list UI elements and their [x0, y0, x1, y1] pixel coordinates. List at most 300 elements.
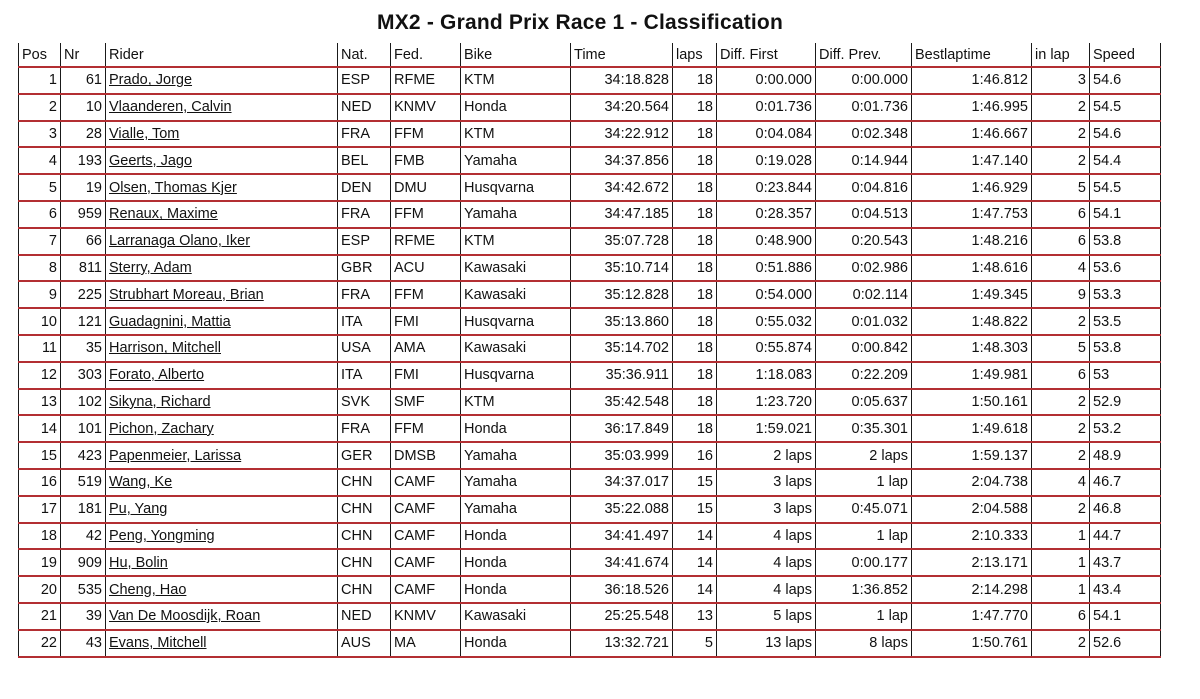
col-header-diff-prev: Diff. Prev. [816, 43, 912, 67]
cell-laps: 18 [673, 255, 717, 282]
cell-bike: KTM [461, 389, 571, 416]
cell-laps: 13 [673, 603, 717, 630]
cell-speed: 54.6 [1090, 67, 1161, 94]
table-row [19, 523, 1161, 550]
cell-diff-first: 0:04.084 [717, 121, 816, 148]
cell-nr: 101 [61, 415, 106, 442]
table-row [19, 121, 1161, 148]
table-row [19, 335, 1161, 362]
cell-rider [106, 576, 338, 603]
cell-rider [106, 94, 338, 121]
cell-diff-first: 3 laps [717, 469, 816, 496]
cell-bike: Honda [461, 523, 571, 550]
cell-time: 35:03.999 [571, 442, 673, 469]
rider-link[interactable]: Wang, Ke [109, 474, 173, 491]
cell-nr: 181 [61, 496, 106, 523]
cell-diff-first: 0:01.736 [717, 94, 816, 121]
cell-pos: 7 [19, 228, 61, 255]
cell-bestlaptime: 1:49.345 [912, 281, 1032, 308]
cell-laps: 18 [673, 415, 717, 442]
cell-rider [106, 630, 338, 657]
cell-speed: 54.5 [1090, 94, 1161, 121]
table-row [19, 362, 1161, 389]
cell-diff-first: 4 laps [717, 549, 816, 576]
cell-rider [106, 549, 338, 576]
cell-rider [106, 255, 338, 282]
cell-diff-first: 2 laps [717, 442, 816, 469]
col-header-nr: Nr [61, 43, 106, 67]
cell-pos: 3 [19, 121, 61, 148]
cell-bike: Yamaha [461, 201, 571, 228]
cell-in-lap: 5 [1032, 335, 1090, 362]
cell-bike: Husqvarna [461, 308, 571, 335]
cell-pos: 5 [19, 174, 61, 201]
cell-pos: 4 [19, 147, 61, 174]
cell-pos: 15 [19, 442, 61, 469]
cell-fed: KNMV [391, 603, 461, 630]
cell-laps: 18 [673, 121, 717, 148]
table-row [19, 255, 1161, 282]
cell-fed: CAMF [391, 549, 461, 576]
cell-diff-prev: 0:45.071 [816, 496, 912, 523]
cell-nat: CHN [338, 549, 391, 576]
cell-in-lap: 2 [1032, 389, 1090, 416]
cell-nr: 121 [61, 308, 106, 335]
cell-rider [106, 469, 338, 496]
cell-diff-prev: 0:35.301 [816, 415, 912, 442]
page-title: MX2 - Grand Prix Race 1 - Classification [377, 11, 783, 34]
cell-fed: RFME [391, 228, 461, 255]
cell-bike: Kawasaki [461, 335, 571, 362]
cell-time: 35:10.714 [571, 255, 673, 282]
cell-pos: 22 [19, 630, 61, 657]
cell-rider [106, 121, 338, 148]
cell-diff-prev: 0:02.348 [816, 121, 912, 148]
cell-nr: 35 [61, 335, 106, 362]
table-row [19, 389, 1161, 416]
table-row [19, 94, 1161, 121]
cell-diff-prev: 1 lap [816, 603, 912, 630]
table-row [19, 415, 1161, 442]
cell-time: 34:22.912 [571, 121, 673, 148]
cell-time: 35:07.728 [571, 228, 673, 255]
rider-link[interactable]: Larranaga Olano, Iker [109, 233, 251, 250]
cell-bestlaptime: 2:14.298 [912, 576, 1032, 603]
cell-time: 35:14.702 [571, 335, 673, 362]
cell-nat: CHN [338, 576, 391, 603]
cell-in-lap: 2 [1032, 442, 1090, 469]
rider-link[interactable]: Olsen, Thomas Kjer [109, 179, 237, 196]
cell-laps: 16 [673, 442, 717, 469]
table-row [19, 201, 1161, 228]
rider-link[interactable]: Vlaanderen, Calvin [109, 99, 232, 116]
cell-time: 34:42.672 [571, 174, 673, 201]
cell-fed: CAMF [391, 469, 461, 496]
cell-laps: 18 [673, 281, 717, 308]
cell-speed: 54.1 [1090, 201, 1161, 228]
rider-link[interactable]: Evans, Mitchell [109, 635, 207, 652]
cell-speed: 54.5 [1090, 174, 1161, 201]
cell-nr: 909 [61, 549, 106, 576]
cell-bike: KTM [461, 228, 571, 255]
cell-bestlaptime: 1:48.822 [912, 308, 1032, 335]
cell-laps: 18 [673, 67, 717, 94]
cell-in-lap: 6 [1032, 228, 1090, 255]
cell-diff-prev: 2 laps [816, 442, 912, 469]
cell-rider [106, 308, 338, 335]
cell-diff-first: 0:00.000 [717, 67, 816, 94]
cell-laps: 18 [673, 228, 717, 255]
cell-laps: 18 [673, 362, 717, 389]
cell-rider [106, 362, 338, 389]
cell-diff-first: 13 laps [717, 630, 816, 657]
cell-pos: 10 [19, 308, 61, 335]
cell-pos: 20 [19, 576, 61, 603]
cell-diff-prev: 0:00.000 [816, 67, 912, 94]
cell-bestlaptime: 1:48.616 [912, 255, 1032, 282]
cell-rider [106, 389, 338, 416]
cell-speed: 53.3 [1090, 281, 1161, 308]
cell-diff-first: 5 laps [717, 603, 816, 630]
cell-speed: 53.5 [1090, 308, 1161, 335]
cell-laps: 18 [673, 389, 717, 416]
cell-speed: 52.9 [1090, 389, 1161, 416]
cell-bestlaptime: 2:04.588 [912, 496, 1032, 523]
cell-laps: 18 [673, 308, 717, 335]
cell-laps: 14 [673, 576, 717, 603]
cell-rider [106, 496, 338, 523]
cell-in-lap: 6 [1032, 201, 1090, 228]
cell-nat: SVK [338, 389, 391, 416]
cell-rider [106, 335, 338, 362]
cell-nr: 19 [61, 174, 106, 201]
cell-nat: USA [338, 335, 391, 362]
cell-bestlaptime: 1:50.761 [912, 630, 1032, 657]
cell-nr: 10 [61, 94, 106, 121]
rider-link[interactable]: Geerts, Jago [109, 152, 193, 169]
cell-in-lap: 1 [1032, 549, 1090, 576]
table-row [19, 228, 1161, 255]
table-row [19, 549, 1161, 576]
rider-link[interactable]: Sikyna, Richard [109, 393, 211, 410]
cell-nat: NED [338, 603, 391, 630]
cell-nr: 225 [61, 281, 106, 308]
rider-link[interactable]: Guadagnini, Mattia [109, 313, 231, 330]
cell-nr: 39 [61, 603, 106, 630]
table-header-row [19, 43, 1161, 67]
cell-in-lap: 2 [1032, 121, 1090, 148]
cell-bestlaptime: 1:49.981 [912, 362, 1032, 389]
cell-fed: AMA [391, 335, 461, 362]
col-header-bike: Bike [461, 43, 571, 67]
rider-link[interactable]: Forato, Alberto [109, 367, 205, 384]
col-header-in-lap: in lap [1032, 43, 1090, 67]
cell-nat: GBR [338, 255, 391, 282]
cell-bestlaptime: 1:48.216 [912, 228, 1032, 255]
cell-bike: Husqvarna [461, 362, 571, 389]
cell-in-lap: 2 [1032, 94, 1090, 121]
cell-diff-first: 1:23.720 [717, 389, 816, 416]
cell-time: 25:25.548 [571, 603, 673, 630]
cell-fed: ACU [391, 255, 461, 282]
table-row [19, 630, 1161, 657]
cell-laps: 18 [673, 174, 717, 201]
cell-bike: Honda [461, 549, 571, 576]
cell-diff-prev: 0:02.986 [816, 255, 912, 282]
cell-rider [106, 174, 338, 201]
cell-pos: 14 [19, 415, 61, 442]
rider-link[interactable]: Strubhart Moreau, Brian [109, 286, 264, 303]
cell-pos: 1 [19, 67, 61, 94]
cell-time: 34:41.497 [571, 523, 673, 550]
cell-fed: CAMF [391, 576, 461, 603]
cell-diff-prev: 1 lap [816, 523, 912, 550]
cell-in-lap: 6 [1032, 362, 1090, 389]
cell-laps: 18 [673, 94, 717, 121]
cell-laps: 14 [673, 523, 717, 550]
cell-time: 36:18.526 [571, 576, 673, 603]
cell-speed: 53.8 [1090, 335, 1161, 362]
cell-nat: CHN [338, 469, 391, 496]
cell-bike: Yamaha [461, 442, 571, 469]
rider-link[interactable]: Pichon, Zachary [109, 420, 214, 437]
cell-pos: 8 [19, 255, 61, 282]
cell-diff-prev: 0:00.177 [816, 549, 912, 576]
cell-nr: 193 [61, 147, 106, 174]
table-row [19, 442, 1161, 469]
cell-laps: 18 [673, 335, 717, 362]
cell-bike: Honda [461, 576, 571, 603]
cell-time: 35:12.828 [571, 281, 673, 308]
table-row [19, 576, 1161, 603]
cell-laps: 14 [673, 549, 717, 576]
rider-link[interactable]: Harrison, Mitchell [109, 340, 221, 357]
cell-nat: BEL [338, 147, 391, 174]
table-row [19, 469, 1161, 496]
cell-fed: DMSB [391, 442, 461, 469]
cell-in-lap: 6 [1032, 603, 1090, 630]
cell-rider [106, 415, 338, 442]
cell-fed: FMI [391, 308, 461, 335]
cell-nat: DEN [338, 174, 391, 201]
cell-nat: ITA [338, 308, 391, 335]
cell-bike: KTM [461, 121, 571, 148]
cell-nat: CHN [338, 523, 391, 550]
cell-bestlaptime: 1:50.161 [912, 389, 1032, 416]
cell-in-lap: 3 [1032, 67, 1090, 94]
cell-fed: FFM [391, 415, 461, 442]
cell-in-lap: 4 [1032, 469, 1090, 496]
cell-bestlaptime: 1:46.929 [912, 174, 1032, 201]
cell-rider [106, 228, 338, 255]
cell-pos: 9 [19, 281, 61, 308]
cell-bestlaptime: 1:47.753 [912, 201, 1032, 228]
rider-link[interactable]: Cheng, Hao [109, 581, 187, 598]
cell-pos: 2 [19, 94, 61, 121]
cell-bike: Kawasaki [461, 281, 571, 308]
cell-diff-prev: 8 laps [816, 630, 912, 657]
cell-bestlaptime: 2:10.333 [912, 523, 1032, 550]
col-header-speed: Speed [1090, 43, 1161, 67]
cell-diff-prev: 1 lap [816, 469, 912, 496]
cell-fed: KNMV [391, 94, 461, 121]
cell-pos: 11 [19, 335, 61, 362]
cell-laps: 18 [673, 147, 717, 174]
cell-time: 34:47.185 [571, 201, 673, 228]
cell-in-lap: 4 [1032, 255, 1090, 282]
cell-pos: 13 [19, 389, 61, 416]
cell-fed: FFM [391, 121, 461, 148]
cell-nat: FRA [338, 121, 391, 148]
cell-time: 35:42.548 [571, 389, 673, 416]
cell-fed: FMB [391, 147, 461, 174]
table-row [19, 67, 1161, 94]
cell-diff-prev: 0:02.114 [816, 281, 912, 308]
cell-bestlaptime: 1:59.137 [912, 442, 1032, 469]
cell-bike: Husqvarna [461, 174, 571, 201]
cell-diff-first: 0:19.028 [717, 147, 816, 174]
table-row [19, 603, 1161, 630]
cell-fed: SMF [391, 389, 461, 416]
cell-time: 13:32.721 [571, 630, 673, 657]
cell-bike: Yamaha [461, 496, 571, 523]
cell-diff-first: 0:55.032 [717, 308, 816, 335]
table-row [19, 308, 1161, 335]
cell-diff-prev: 0:00.842 [816, 335, 912, 362]
rider-link[interactable]: Papenmeier, Larissa [109, 447, 242, 464]
cell-speed: 54.6 [1090, 121, 1161, 148]
cell-nr: 811 [61, 255, 106, 282]
cell-fed: RFME [391, 67, 461, 94]
cell-time: 35:22.088 [571, 496, 673, 523]
col-header-time: Time [571, 43, 673, 67]
cell-fed: FFM [391, 201, 461, 228]
cell-diff-first: 4 laps [717, 523, 816, 550]
col-header-laps: laps [673, 43, 717, 67]
cell-nat: NED [338, 94, 391, 121]
cell-in-lap: 2 [1032, 630, 1090, 657]
cell-pos: 19 [19, 549, 61, 576]
cell-in-lap: 1 [1032, 523, 1090, 550]
cell-bestlaptime: 2:04.738 [912, 469, 1032, 496]
cell-rider [106, 603, 338, 630]
cell-speed: 46.8 [1090, 496, 1161, 523]
rider-link[interactable]: Peng, Yongming [109, 527, 215, 544]
cell-bestlaptime: 1:46.667 [912, 121, 1032, 148]
cell-bike: Kawasaki [461, 255, 571, 282]
table-row [19, 174, 1161, 201]
cell-pos: 16 [19, 469, 61, 496]
cell-time: 35:13.860 [571, 308, 673, 335]
rider-link[interactable]: Prado, Jorge [109, 72, 193, 89]
rider-link[interactable]: Hu, Bolin [109, 554, 168, 571]
cell-speed: 53 [1090, 362, 1161, 389]
cell-nr: 43 [61, 630, 106, 657]
cell-time: 34:37.017 [571, 469, 673, 496]
cell-nat: ESP [338, 228, 391, 255]
cell-bike: KTM [461, 67, 571, 94]
cell-time: 34:41.674 [571, 549, 673, 576]
table-row [19, 281, 1161, 308]
cell-bike: Yamaha [461, 469, 571, 496]
rider-link[interactable]: Pu, Yang [109, 501, 168, 518]
cell-bike: Honda [461, 94, 571, 121]
cell-diff-first: 0:51.886 [717, 255, 816, 282]
cell-diff-first: 0:28.357 [717, 201, 816, 228]
table-row [19, 496, 1161, 523]
cell-laps: 18 [673, 201, 717, 228]
cell-fed: MA [391, 630, 461, 657]
cell-time: 34:18.828 [571, 67, 673, 94]
cell-rider [106, 523, 338, 550]
cell-diff-prev: 1:36.852 [816, 576, 912, 603]
cell-nr: 535 [61, 576, 106, 603]
rider-link[interactable]: Vialle, Tom [109, 125, 180, 142]
cell-nr: 42 [61, 523, 106, 550]
cell-diff-prev: 0:01.736 [816, 94, 912, 121]
cell-rider [106, 201, 338, 228]
cell-diff-first: 0:23.844 [717, 174, 816, 201]
cell-diff-prev: 0:04.816 [816, 174, 912, 201]
cell-diff-prev: 0:14.944 [816, 147, 912, 174]
cell-speed: 43.7 [1090, 549, 1161, 576]
cell-fed: DMU [391, 174, 461, 201]
cell-nat: FRA [338, 281, 391, 308]
cell-diff-first: 0:48.900 [717, 228, 816, 255]
col-header-bestlaptime: Bestlaptime [912, 43, 1032, 67]
cell-laps: 15 [673, 496, 717, 523]
cell-in-lap: 2 [1032, 308, 1090, 335]
cell-in-lap: 2 [1032, 147, 1090, 174]
cell-diff-prev: 0:20.543 [816, 228, 912, 255]
cell-nr: 61 [61, 67, 106, 94]
cell-rider [106, 67, 338, 94]
cell-nr: 28 [61, 121, 106, 148]
cell-nr: 423 [61, 442, 106, 469]
cell-nat: ITA [338, 362, 391, 389]
cell-speed: 54.1 [1090, 603, 1161, 630]
cell-nr: 519 [61, 469, 106, 496]
col-header-pos: Pos [19, 43, 61, 67]
cell-pos: 17 [19, 496, 61, 523]
cell-bike: Honda [461, 630, 571, 657]
cell-in-lap: 5 [1032, 174, 1090, 201]
col-header-diff-first: Diff. First [717, 43, 816, 67]
cell-speed: 54.4 [1090, 147, 1161, 174]
cell-nat: FRA [338, 415, 391, 442]
table-row [19, 147, 1161, 174]
cell-diff-prev: 0:05.637 [816, 389, 912, 416]
cell-time: 36:17.849 [571, 415, 673, 442]
classification-table [18, 43, 1161, 658]
cell-diff-prev: 0:04.513 [816, 201, 912, 228]
rider-link[interactable]: Renaux, Maxime [109, 206, 218, 223]
table-body [19, 67, 1161, 657]
cell-nat: FRA [338, 201, 391, 228]
rider-link[interactable]: Van De Moosdijk, Roan [109, 608, 261, 625]
cell-rider [106, 442, 338, 469]
cell-speed: 43.4 [1090, 576, 1161, 603]
cell-diff-first: 3 laps [717, 496, 816, 523]
cell-time: 34:37.856 [571, 147, 673, 174]
cell-diff-first: 4 laps [717, 576, 816, 603]
cell-rider [106, 147, 338, 174]
rider-link[interactable]: Sterry, Adam [109, 259, 192, 276]
col-header-nat: Nat. [338, 43, 391, 67]
cell-nat: ESP [338, 67, 391, 94]
cell-nat: AUS [338, 630, 391, 657]
cell-speed: 44.7 [1090, 523, 1161, 550]
